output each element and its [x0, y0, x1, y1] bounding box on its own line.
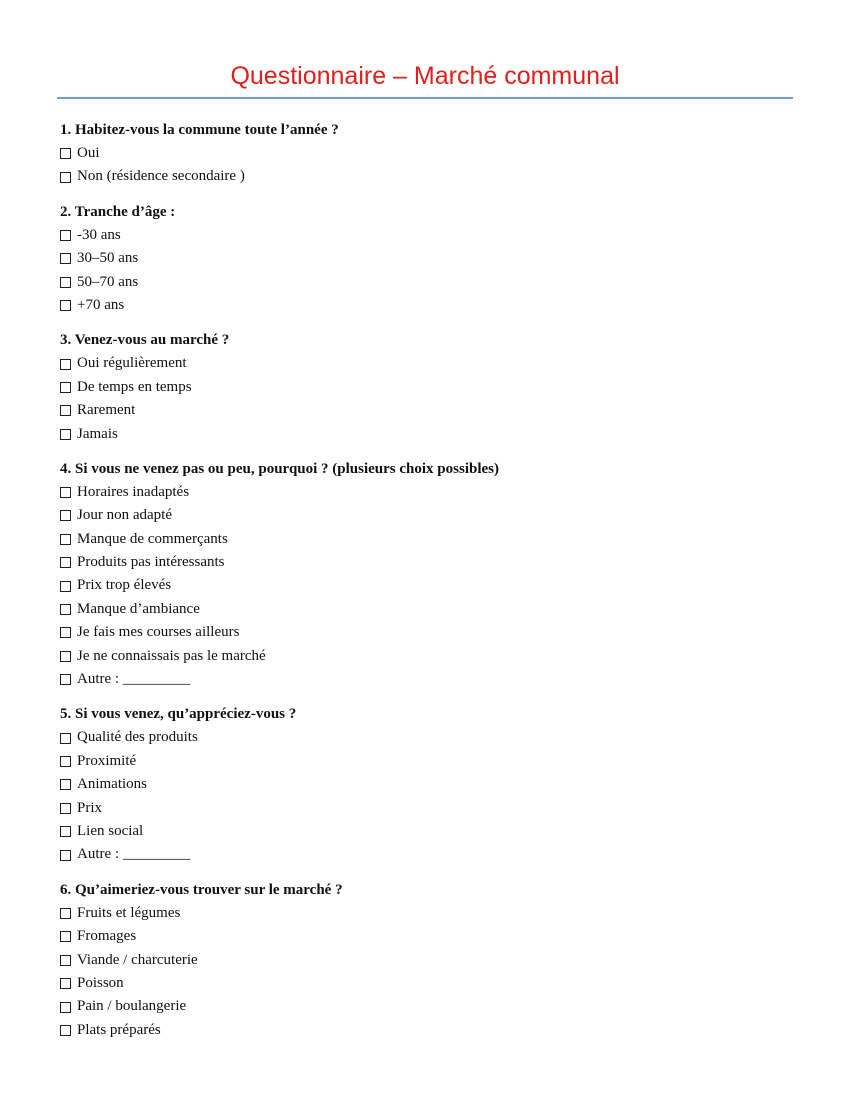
empty-checkbox-icon[interactable] — [60, 510, 71, 521]
checkbox-option[interactable] — [60, 271, 800, 294]
option-label: Autre : _________ — [77, 846, 191, 863]
checkbox-option[interactable] — [60, 797, 800, 820]
option-label: 30–50 ans — [77, 250, 139, 267]
checkbox-option[interactable] — [60, 352, 800, 375]
checkbox-option[interactable] — [60, 224, 800, 247]
checkbox-option[interactable] — [60, 668, 800, 691]
question-label: 4. Si vous ne venez pas ou peu, pourquoi ? (plusieurs choix possibles) — [60, 460, 499, 477]
checkbox-option[interactable] — [60, 750, 800, 773]
options-list — [60, 481, 800, 692]
empty-checkbox-icon[interactable] — [60, 253, 71, 264]
questionnaire-body — [60, 119, 800, 1054]
empty-checkbox-icon[interactable] — [60, 534, 71, 545]
option-label: Oui — [77, 145, 100, 161]
empty-checkbox-icon[interactable] — [60, 779, 71, 790]
checkbox-option[interactable] — [60, 843, 800, 866]
empty-checkbox-icon[interactable] — [60, 850, 71, 861]
checkbox-option[interactable] — [60, 902, 800, 925]
empty-checkbox-icon[interactable] — [60, 733, 71, 744]
question-section-2 — [60, 201, 800, 318]
empty-checkbox-icon[interactable] — [60, 955, 71, 966]
checkbox-option[interactable] — [60, 504, 800, 527]
option-label: Rarement — [77, 402, 136, 419]
question-section-1 — [60, 119, 800, 189]
checkbox-option[interactable] — [60, 972, 800, 995]
empty-checkbox-icon[interactable] — [60, 359, 71, 370]
empty-checkbox-icon[interactable] — [60, 931, 71, 942]
empty-checkbox-icon[interactable] — [60, 429, 71, 440]
option-label: 50–70 ans — [77, 273, 139, 290]
options-list — [60, 142, 800, 189]
empty-checkbox-icon[interactable] — [60, 627, 71, 638]
empty-checkbox-icon[interactable] — [60, 756, 71, 767]
checkbox-option[interactable] — [60, 551, 800, 574]
option-label: -30 ans — [77, 226, 121, 243]
option-label: Jamais — [77, 425, 118, 442]
page-title: Questionnaire – Marché communal — [230, 62, 620, 90]
checkbox-option[interactable] — [60, 528, 800, 551]
empty-checkbox-icon[interactable] — [60, 277, 71, 288]
empty-checkbox-icon[interactable] — [60, 1025, 71, 1036]
checkbox-option[interactable] — [60, 949, 800, 972]
title-divider — [57, 97, 793, 99]
option-label: Qualité des produits — [77, 729, 198, 746]
question-label: 1. Habitez-vous la commune toute l’année ? — [60, 122, 339, 138]
question-label: 6. Qu’aimeriez-vous trouver sur le marché ? — [60, 881, 343, 898]
empty-checkbox-icon[interactable] — [60, 581, 71, 592]
empty-checkbox-icon[interactable] — [60, 651, 71, 662]
question-section-4 — [60, 458, 800, 692]
options-list — [60, 352, 800, 446]
checkbox-option[interactable] — [60, 598, 800, 621]
question-section-3 — [60, 329, 800, 446]
option-label: Pain / boulangerie — [77, 998, 187, 1015]
options-list — [60, 726, 800, 866]
checkbox-option[interactable] — [60, 481, 800, 504]
option-label: Produits pas intéressants — [77, 554, 225, 571]
empty-checkbox-icon[interactable] — [60, 172, 71, 183]
option-label: Horaires inadaptés — [77, 483, 190, 500]
empty-checkbox-icon[interactable] — [60, 674, 71, 685]
checkbox-option[interactable] — [60, 142, 800, 165]
option-label: Oui régulièrement — [77, 355, 187, 372]
checkbox-option[interactable] — [60, 820, 800, 843]
option-label: Lien social — [77, 822, 144, 839]
checkbox-option[interactable] — [60, 1019, 800, 1042]
option-label: Je fais mes courses ailleurs — [77, 624, 240, 641]
options-list — [60, 224, 800, 318]
empty-checkbox-icon[interactable] — [60, 148, 71, 159]
question-section-6 — [60, 879, 800, 1042]
empty-checkbox-icon[interactable] — [60, 557, 71, 568]
checkbox-option[interactable] — [60, 376, 800, 399]
checkbox-option[interactable] — [60, 726, 800, 749]
option-label: Autre : _________ — [77, 671, 191, 688]
checkbox-option[interactable] — [60, 925, 800, 948]
empty-checkbox-icon[interactable] — [60, 230, 71, 241]
option-label: Manque de commerçants — [77, 530, 228, 547]
option-label: Non (résidence secondaire ) — [77, 168, 245, 185]
checkbox-option[interactable] — [60, 247, 800, 270]
question-label: 3. Venez-vous au marché ? — [60, 332, 230, 349]
option-label: Prix — [77, 799, 103, 816]
option-label: Proximité — [77, 752, 137, 769]
empty-checkbox-icon[interactable] — [60, 604, 71, 615]
option-label: Poisson — [77, 974, 124, 991]
empty-checkbox-icon[interactable] — [60, 405, 71, 416]
option-label: Manque d’ambiance — [77, 600, 200, 617]
checkbox-option[interactable] — [60, 574, 800, 597]
empty-checkbox-icon[interactable] — [60, 382, 71, 393]
option-label: +70 ans — [77, 296, 125, 313]
options-list — [60, 902, 800, 1042]
checkbox-option[interactable] — [60, 165, 800, 188]
option-label: Fromages — [77, 928, 137, 945]
option-label: Viande / charcuterie — [77, 951, 198, 968]
checkbox-option[interactable] — [60, 773, 800, 796]
question-section-5 — [60, 703, 800, 866]
empty-checkbox-icon[interactable] — [60, 978, 71, 989]
checkbox-option[interactable] — [60, 399, 800, 422]
empty-checkbox-icon[interactable] — [60, 1002, 71, 1013]
option-label: Jour non adapté — [77, 507, 172, 524]
empty-checkbox-icon[interactable] — [60, 908, 71, 919]
empty-checkbox-icon[interactable] — [60, 803, 71, 814]
checkbox-option[interactable] — [60, 645, 800, 668]
option-label: Je ne connaissais pas le marché — [77, 647, 266, 664]
question-label: 2. Tranche d’âge : — [60, 203, 176, 220]
option-label: Plats préparés — [77, 1021, 161, 1038]
option-label: Fruits et légumes — [77, 904, 181, 921]
empty-checkbox-icon[interactable] — [60, 487, 71, 498]
checkbox-option[interactable] — [60, 995, 800, 1018]
checkbox-option[interactable] — [60, 294, 800, 317]
checkbox-option[interactable] — [60, 423, 800, 446]
empty-checkbox-icon[interactable] — [60, 300, 71, 311]
option-label: Prix trop élevés — [77, 577, 172, 594]
option-label: De temps en temps — [77, 378, 192, 395]
empty-checkbox-icon[interactable] — [60, 826, 71, 837]
question-label: 5. Si vous venez, qu’appréciez-vous ? — [60, 706, 297, 723]
option-label: Animations — [77, 776, 147, 793]
checkbox-option[interactable] — [60, 621, 800, 644]
